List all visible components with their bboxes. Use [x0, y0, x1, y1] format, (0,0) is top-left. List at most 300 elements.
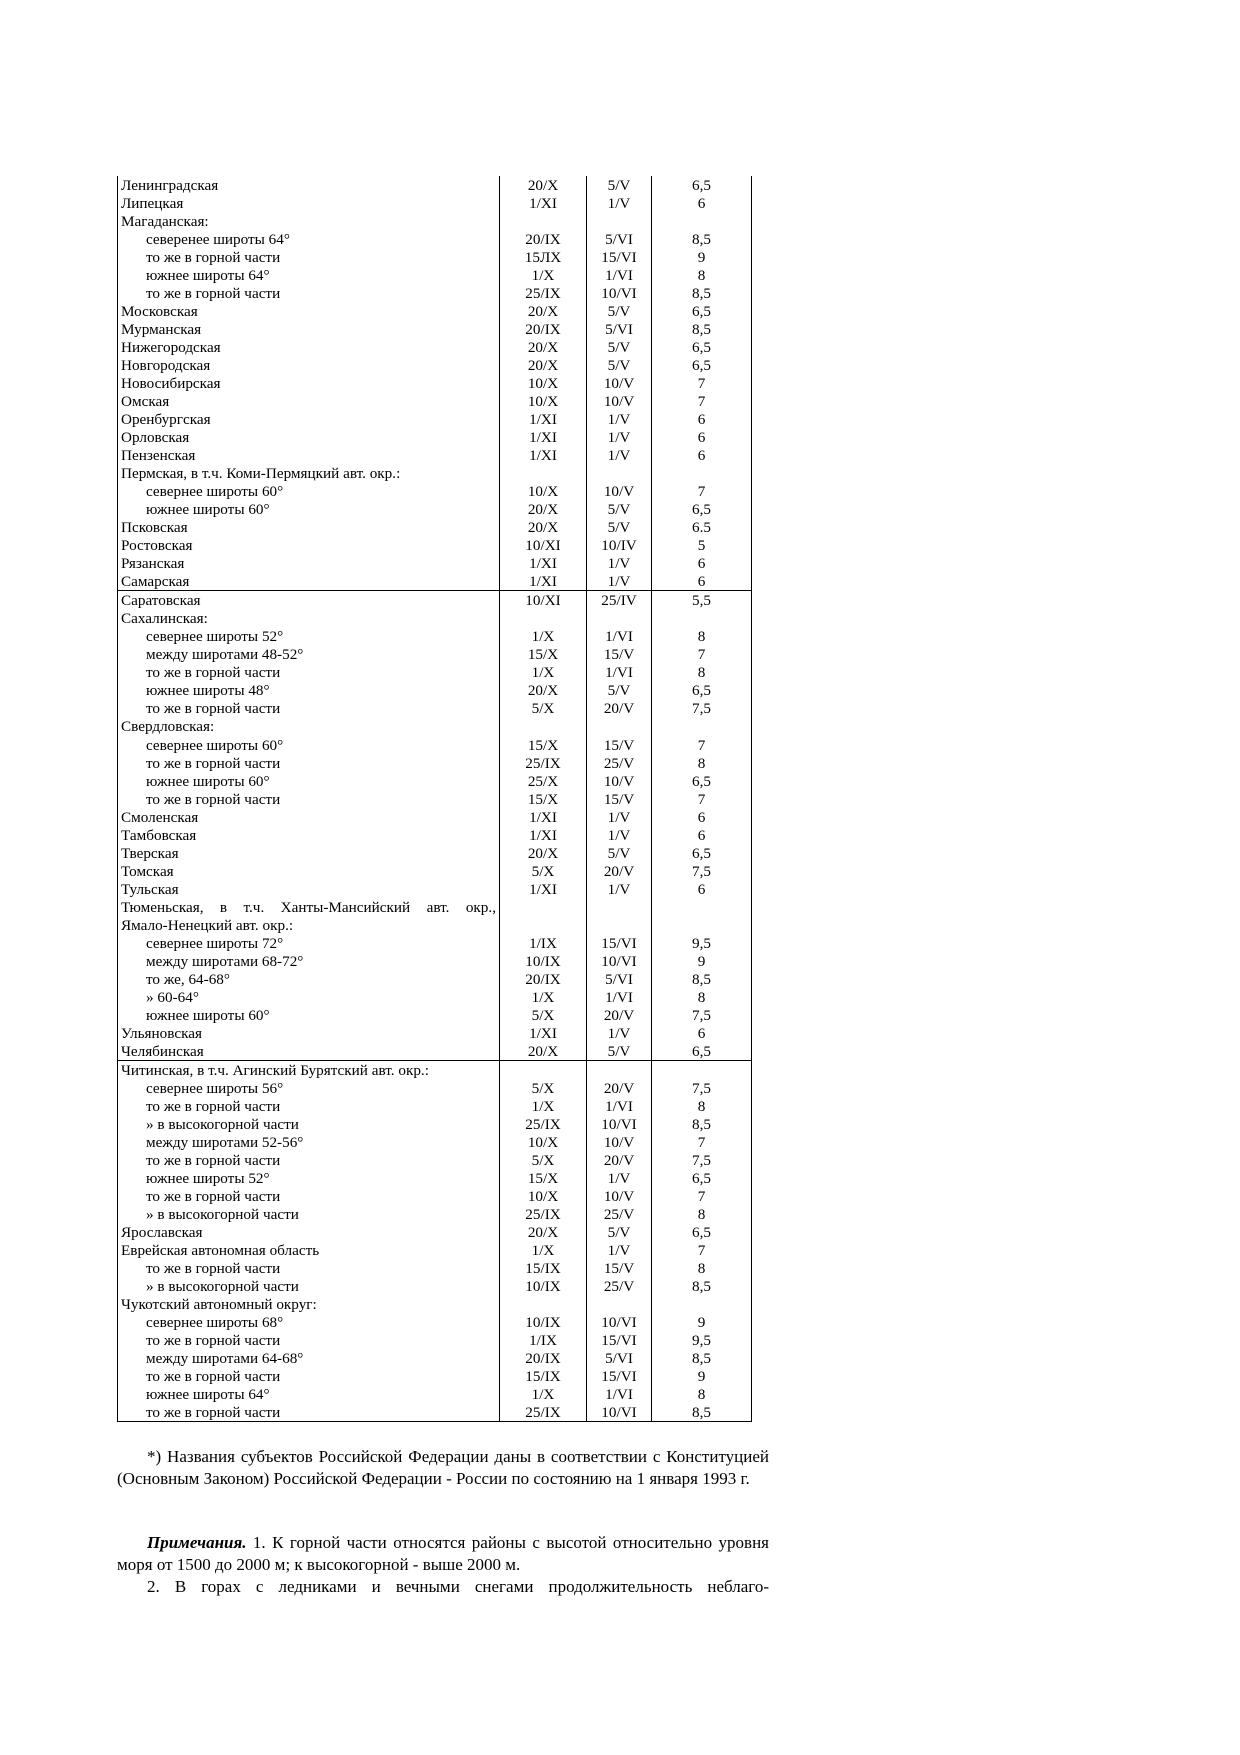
note-1: [117, 1532, 769, 1576]
region-cell: Ямало-Ненецкий авт. окр.:: [118, 916, 500, 934]
duration-cell: 6: [652, 572, 752, 591]
start-date-cell: 20/IX: [500, 320, 587, 338]
table-row: [118, 826, 752, 844]
end-date-cell: 1/VI: [587, 266, 652, 284]
duration-cell: 6: [652, 826, 752, 844]
duration-cell: 7: [652, 1187, 752, 1205]
table-row: [118, 518, 752, 536]
end-date-cell: 1/V: [587, 826, 652, 844]
end-date-cell: 5/V: [587, 518, 652, 536]
start-date-cell: 1/X: [500, 988, 587, 1006]
end-date-cell: 10/V: [587, 482, 652, 500]
region-cell: севернее широты 68°: [118, 1313, 500, 1331]
end-date-cell: 25/V: [587, 754, 652, 772]
duration-cell: 7: [652, 1241, 752, 1259]
start-date-cell: [500, 609, 587, 627]
end-date-cell: 20/V: [587, 1079, 652, 1097]
start-date-cell: 20/X: [500, 681, 587, 699]
duration-cell: 9,5: [652, 934, 752, 952]
start-date-cell: 5/X: [500, 1006, 587, 1024]
region-cell: » 60-64°: [118, 988, 500, 1006]
start-date-cell: 15/X: [500, 735, 587, 753]
region-cell: между широтами 64-68°: [118, 1349, 500, 1367]
region-cell: » в высокогорной части: [118, 1277, 500, 1295]
duration-cell: 8: [652, 988, 752, 1006]
region-cell: севернее широты 60°: [118, 735, 500, 753]
region-cell: Чукотский автономный округ:: [118, 1295, 500, 1313]
region-cell: Псковская: [118, 518, 500, 536]
table-row: [118, 1006, 752, 1024]
duration-cell: 6,5: [652, 1223, 752, 1241]
table-row: [118, 554, 752, 572]
end-date-cell: 1/V: [587, 446, 652, 464]
table-row: [118, 772, 752, 790]
start-date-cell: 1/XI: [500, 826, 587, 844]
duration-cell: 5,5: [652, 591, 752, 610]
footnote-text: *) Названия субъектов Российской Федерации даны в соответствии с Конституцией (Основным Законом) Российской Федерации - России по состоянию на 1 января 1993 г.: [117, 1447, 769, 1488]
duration-cell: 8: [652, 1097, 752, 1115]
end-date-cell: 15/V: [587, 735, 652, 753]
duration-cell: 8,5: [652, 1115, 752, 1133]
table-row: [118, 1385, 752, 1403]
duration-cell: 8: [652, 663, 752, 681]
end-date-cell: 1/V: [587, 808, 652, 826]
end-date-cell: [587, 609, 652, 627]
table-row: [118, 1097, 752, 1115]
table-row: [118, 500, 752, 518]
end-date-cell: 10/VI: [587, 1115, 652, 1133]
region-cell: Тюменьская, в т.ч. Ханты-Мансийский авт. окр.,: [118, 898, 500, 916]
region-cell: то же в горной части: [118, 1331, 500, 1349]
start-date-cell: 10/X: [500, 1133, 587, 1151]
start-date-cell: 5/X: [500, 1079, 587, 1097]
start-date-cell: 1/XI: [500, 194, 587, 212]
duration-cell: [652, 212, 752, 230]
region-cell: между широтами 68-72°: [118, 952, 500, 970]
start-date-cell: 5/X: [500, 699, 587, 717]
region-cell: Тамбовская: [118, 826, 500, 844]
start-date-cell: 20/X: [500, 302, 587, 320]
region-cell: Оренбургская: [118, 410, 500, 428]
region-cell: Московская: [118, 302, 500, 320]
table-row: [118, 446, 752, 464]
region-cell: севернее широты 60°: [118, 482, 500, 500]
end-date-cell: 15/V: [587, 645, 652, 663]
table-row: [118, 392, 752, 410]
duration-cell: 8,5: [652, 284, 752, 302]
table-row: [118, 302, 752, 320]
region-cell: то же в горной части: [118, 1259, 500, 1277]
duration-cell: 7,5: [652, 862, 752, 880]
region-cell: Липецкая: [118, 194, 500, 212]
start-date-cell: [500, 717, 587, 735]
region-cell: Пензенская: [118, 446, 500, 464]
table-row: [118, 1277, 752, 1295]
table-row: [118, 410, 752, 428]
region-cell: то же в горной части: [118, 1367, 500, 1385]
start-date-cell: 20/IX: [500, 1349, 587, 1367]
table-row: [118, 212, 752, 230]
table-row: [118, 1313, 752, 1331]
duration-cell: 7,5: [652, 699, 752, 717]
end-date-cell: 5/V: [587, 681, 652, 699]
duration-cell: [652, 717, 752, 735]
end-date-cell: 15/VI: [587, 1331, 652, 1349]
end-date-cell: 10/V: [587, 1133, 652, 1151]
start-date-cell: 25/IX: [500, 1205, 587, 1223]
duration-cell: 8: [652, 754, 752, 772]
region-cell: севернее широты 72°: [118, 934, 500, 952]
end-date-cell: 5/VI: [587, 320, 652, 338]
region-cell: северенее широты 64°: [118, 230, 500, 248]
start-date-cell: 25/IX: [500, 1115, 587, 1133]
region-cell: то же в горной части: [118, 790, 500, 808]
end-date-cell: 1/VI: [587, 1385, 652, 1403]
start-date-cell: 20/X: [500, 500, 587, 518]
region-cell: Свердловская:: [118, 717, 500, 735]
start-date-cell: 1/IX: [500, 934, 587, 952]
region-cell: Ростовская: [118, 536, 500, 554]
table-row: [118, 880, 752, 898]
start-date-cell: 1/XI: [500, 428, 587, 446]
start-date-cell: 1/XI: [500, 1024, 587, 1042]
duration-cell: 6: [652, 554, 752, 572]
end-date-cell: [587, 1060, 652, 1079]
start-date-cell: 10/IX: [500, 1313, 587, 1331]
start-date-cell: [500, 464, 587, 482]
region-cell: Новгородская: [118, 356, 500, 374]
region-cell: то же в горной части: [118, 1187, 500, 1205]
duration-cell: 6,5: [652, 844, 752, 862]
table-row: [118, 320, 752, 338]
end-date-cell: 1/V: [587, 428, 652, 446]
end-date-cell: 1/V: [587, 410, 652, 428]
start-date-cell: 1/X: [500, 627, 587, 645]
start-date-cell: 1/X: [500, 1097, 587, 1115]
duration-cell: 7: [652, 1133, 752, 1151]
start-date-cell: 1/XI: [500, 808, 587, 826]
duration-cell: 6,5: [652, 338, 752, 356]
climate-data-table: [117, 176, 752, 1422]
region-cell: южнее широты 48°: [118, 681, 500, 699]
start-date-cell: 15/X: [500, 790, 587, 808]
duration-cell: 8,5: [652, 230, 752, 248]
region-cell: то же в горной части: [118, 284, 500, 302]
start-date-cell: 10/X: [500, 374, 587, 392]
table-row: [118, 1060, 752, 1079]
table-row: [118, 645, 752, 663]
start-date-cell: 20/IX: [500, 230, 587, 248]
table-row: [118, 808, 752, 826]
end-date-cell: 5/V: [587, 1042, 652, 1061]
duration-cell: 8,5: [652, 970, 752, 988]
table-row: [118, 1223, 752, 1241]
region-cell: южнее широты 60°: [118, 500, 500, 518]
start-date-cell: 1/XI: [500, 880, 587, 898]
end-date-cell: 5/VI: [587, 1349, 652, 1367]
table-row: [118, 428, 752, 446]
start-date-cell: 20/X: [500, 518, 587, 536]
start-date-cell: 20/X: [500, 1042, 587, 1061]
start-date-cell: 10/X: [500, 392, 587, 410]
start-date-cell: 25/IX: [500, 284, 587, 302]
start-date-cell: 25/IX: [500, 754, 587, 772]
duration-cell: 6: [652, 428, 752, 446]
table-row: [118, 970, 752, 988]
duration-cell: 7: [652, 645, 752, 663]
region-cell: то же в горной части: [118, 663, 500, 681]
duration-cell: 7: [652, 374, 752, 392]
region-cell: между широтами 48-52°: [118, 645, 500, 663]
start-date-cell: [500, 916, 587, 934]
table-row: [118, 916, 752, 934]
start-date-cell: 15/X: [500, 645, 587, 663]
region-cell: между широтами 52-56°: [118, 1133, 500, 1151]
table-row: [118, 1042, 752, 1061]
duration-cell: 9,5: [652, 1331, 752, 1349]
duration-cell: 9: [652, 248, 752, 266]
duration-cell: 6,5: [652, 1169, 752, 1187]
start-date-cell: 25/IX: [500, 1403, 587, 1422]
notes-section: [117, 1532, 769, 1598]
end-date-cell: 1/VI: [587, 1097, 652, 1115]
end-date-cell: 10/V: [587, 1187, 652, 1205]
duration-cell: [652, 1295, 752, 1313]
duration-cell: 6,5: [652, 681, 752, 699]
table-row: [118, 1331, 752, 1349]
start-date-cell: 1/XI: [500, 572, 587, 591]
region-cell: севернее широты 52°: [118, 627, 500, 645]
start-date-cell: 1/IX: [500, 1331, 587, 1349]
table-row: [118, 338, 752, 356]
region-cell: Мурманская: [118, 320, 500, 338]
start-date-cell: 20/IX: [500, 970, 587, 988]
duration-cell: 6.5: [652, 518, 752, 536]
duration-cell: 6: [652, 808, 752, 826]
region-cell: южнее широты 60°: [118, 1006, 500, 1024]
table-row: [118, 266, 752, 284]
end-date-cell: 5/V: [587, 1223, 652, 1241]
start-date-cell: 1/X: [500, 266, 587, 284]
duration-cell: 7: [652, 392, 752, 410]
start-date-cell: 15/IX: [500, 1259, 587, 1277]
table-row: [118, 934, 752, 952]
end-date-cell: 15/VI: [587, 1367, 652, 1385]
duration-cell: 6: [652, 880, 752, 898]
region-cell: Ульяновская: [118, 1024, 500, 1042]
table-row: [118, 591, 752, 610]
region-cell: то же в горной части: [118, 1403, 500, 1422]
end-date-cell: 5/VI: [587, 230, 652, 248]
table-row: [118, 284, 752, 302]
duration-cell: 8: [652, 1205, 752, 1223]
end-date-cell: 25/V: [587, 1277, 652, 1295]
end-date-cell: 5/V: [587, 338, 652, 356]
start-date-cell: 20/X: [500, 1223, 587, 1241]
end-date-cell: 1/V: [587, 194, 652, 212]
start-date-cell: [500, 1060, 587, 1079]
end-date-cell: 1/V: [587, 554, 652, 572]
end-date-cell: [587, 212, 652, 230]
region-cell: Тульская: [118, 880, 500, 898]
region-cell: Тверская: [118, 844, 500, 862]
region-cell: Смоленская: [118, 808, 500, 826]
duration-cell: 6: [652, 410, 752, 428]
table-row: [118, 1079, 752, 1097]
duration-cell: 6,5: [652, 772, 752, 790]
start-date-cell: 1/XI: [500, 410, 587, 428]
region-cell: Пермская, в т.ч. Коми-Пермяцкий авт. окр.:: [118, 464, 500, 482]
table-row: [118, 1133, 752, 1151]
region-cell: то же в горной части: [118, 1151, 500, 1169]
end-date-cell: 1/VI: [587, 663, 652, 681]
end-date-cell: 1/V: [587, 880, 652, 898]
end-date-cell: 1/V: [587, 572, 652, 591]
start-date-cell: 10/IX: [500, 952, 587, 970]
duration-cell: 7: [652, 735, 752, 753]
end-date-cell: [587, 464, 652, 482]
table-row: [118, 482, 752, 500]
region-cell: южнее широты 64°: [118, 266, 500, 284]
end-date-cell: 20/V: [587, 1151, 652, 1169]
table-row: [118, 735, 752, 753]
region-cell: Читинская, в т.ч. Агинский Бурятский авт. окр.:: [118, 1060, 500, 1079]
table-row: [118, 1367, 752, 1385]
region-cell: Еврейская автономная область: [118, 1241, 500, 1259]
end-date-cell: 25/V: [587, 1205, 652, 1223]
start-date-cell: 20/X: [500, 176, 587, 194]
table-row: [118, 230, 752, 248]
table-row: [118, 374, 752, 392]
table-row: [118, 699, 752, 717]
duration-cell: 6,5: [652, 1042, 752, 1061]
duration-cell: 8: [652, 1259, 752, 1277]
duration-cell: 9: [652, 1367, 752, 1385]
duration-cell: 7,5: [652, 1006, 752, 1024]
start-date-cell: 1/XI: [500, 554, 587, 572]
duration-cell: 7,5: [652, 1079, 752, 1097]
duration-cell: [652, 464, 752, 482]
duration-cell: [652, 1060, 752, 1079]
region-cell: то же в горной части: [118, 754, 500, 772]
end-date-cell: 1/V: [587, 1169, 652, 1187]
region-cell: то же в горной части: [118, 699, 500, 717]
duration-cell: 6: [652, 446, 752, 464]
duration-cell: 5: [652, 536, 752, 554]
duration-cell: 6: [652, 1024, 752, 1042]
table-row: [118, 572, 752, 591]
table-row: [118, 609, 752, 627]
region-cell: Орловская: [118, 428, 500, 446]
end-date-cell: 15/VI: [587, 934, 652, 952]
end-date-cell: 20/V: [587, 699, 652, 717]
end-date-cell: 10/V: [587, 374, 652, 392]
region-cell: севернее широты 56°: [118, 1079, 500, 1097]
start-date-cell: 10/X: [500, 1187, 587, 1205]
region-cell: то же в горной части: [118, 1097, 500, 1115]
table-row: [118, 627, 752, 645]
end-date-cell: 10/V: [587, 772, 652, 790]
end-date-cell: 10/VI: [587, 952, 652, 970]
end-date-cell: 25/IV: [587, 591, 652, 610]
duration-cell: 8,5: [652, 320, 752, 338]
end-date-cell: 15/V: [587, 1259, 652, 1277]
duration-cell: 9: [652, 952, 752, 970]
duration-cell: 7,5: [652, 1151, 752, 1169]
end-date-cell: [587, 898, 652, 916]
duration-cell: 7: [652, 790, 752, 808]
duration-cell: 6,5: [652, 356, 752, 374]
duration-cell: 6,5: [652, 302, 752, 320]
duration-cell: 8,5: [652, 1349, 752, 1367]
table-row: [118, 681, 752, 699]
end-date-cell: 10/VI: [587, 1403, 652, 1422]
end-date-cell: 5/VI: [587, 970, 652, 988]
duration-cell: 6,5: [652, 500, 752, 518]
end-date-cell: 20/V: [587, 1006, 652, 1024]
table-row: [118, 1295, 752, 1313]
region-cell: Челябинская: [118, 1042, 500, 1061]
end-date-cell: 5/V: [587, 176, 652, 194]
duration-cell: [652, 898, 752, 916]
duration-cell: [652, 609, 752, 627]
table-row: [118, 717, 752, 735]
end-date-cell: 5/V: [587, 500, 652, 518]
table-row: [118, 790, 752, 808]
note-1-text: 1. К горной части относятся районы с высотой относительно уровня моря от 1500 до 2000 м; к высокогорной - выше 2000 м.: [117, 1533, 769, 1574]
table-row: [118, 248, 752, 266]
table-row: [118, 1205, 752, 1223]
region-cell: южнее широты 52°: [118, 1169, 500, 1187]
end-date-cell: 20/V: [587, 862, 652, 880]
end-date-cell: 10/VI: [587, 284, 652, 302]
duration-cell: 7: [652, 482, 752, 500]
table-row: [118, 464, 752, 482]
region-cell: Саратовская: [118, 591, 500, 610]
table-row: [118, 194, 752, 212]
start-date-cell: 20/X: [500, 356, 587, 374]
region-cell: Нижегородская: [118, 338, 500, 356]
start-date-cell: 10/X: [500, 482, 587, 500]
start-date-cell: 1/XI: [500, 446, 587, 464]
end-date-cell: [587, 916, 652, 934]
table-row: [118, 952, 752, 970]
table-row: [118, 176, 752, 194]
table-row: [118, 1403, 752, 1422]
start-date-cell: 5/X: [500, 1151, 587, 1169]
region-cell: Ленинградская: [118, 176, 500, 194]
end-date-cell: 15/VI: [587, 248, 652, 266]
table-row: [118, 1349, 752, 1367]
start-date-cell: 1/X: [500, 663, 587, 681]
end-date-cell: 15/V: [587, 790, 652, 808]
duration-cell: 8: [652, 627, 752, 645]
region-cell: южнее широты 60°: [118, 772, 500, 790]
duration-cell: 9: [652, 1313, 752, 1331]
table-row: [118, 356, 752, 374]
table-row: [118, 1259, 752, 1277]
duration-cell: 8: [652, 266, 752, 284]
region-cell: Магаданская:: [118, 212, 500, 230]
table-row: [118, 844, 752, 862]
start-date-cell: 15/X: [500, 1169, 587, 1187]
table-row: [118, 988, 752, 1006]
duration-cell: 8,5: [652, 1403, 752, 1422]
end-date-cell: 1/V: [587, 1241, 652, 1259]
table-row: [118, 1024, 752, 1042]
end-date-cell: 10/V: [587, 392, 652, 410]
start-date-cell: 1/X: [500, 1241, 587, 1259]
